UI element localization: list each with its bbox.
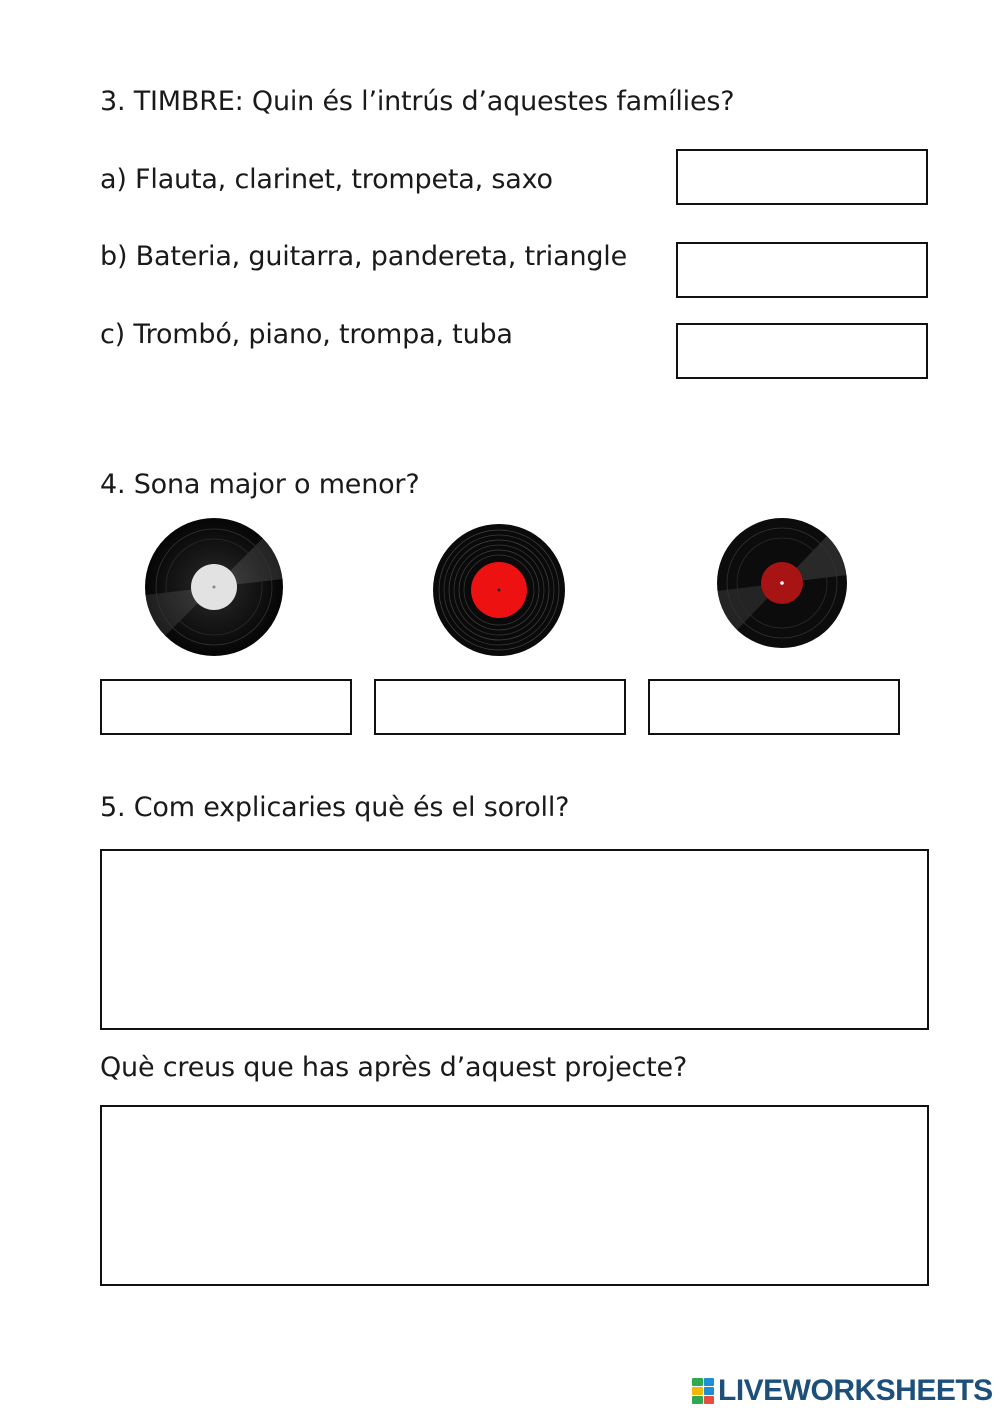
liveworksheets-logo-icon: [692, 1378, 714, 1404]
answer-box-3a[interactable]: [676, 149, 928, 205]
answer-box-3c[interactable]: [676, 323, 928, 379]
answer-box-4-record-1[interactable]: [100, 679, 352, 735]
liveworksheets-logo: [692, 1374, 993, 1408]
answer-box-6[interactable]: [100, 1105, 929, 1286]
vinyl-record-red-label-icon: [432, 523, 566, 657]
question-3-title: 3. TIMBRE: Quin és l’intrús d’aquestes famílies?: [100, 86, 735, 117]
question-3b-label: b) Bateria, guitarra, pandereta, triangle: [100, 241, 628, 272]
answer-box-5[interactable]: [100, 849, 929, 1030]
question-4-title: 4. Sona major o menor?: [100, 469, 420, 500]
question-3c-label: c) Trombó, piano, trompa, tuba: [100, 319, 513, 350]
liveworksheets-logo-text: LIVEWORKSHEETS: [718, 1374, 993, 1407]
answer-box-4-record-2[interactable]: [374, 679, 626, 735]
question-5-title: 5. Com explicaries què és el soroll?: [100, 792, 570, 823]
question-6-title: Què creus que has après d’aquest projecte?: [100, 1052, 688, 1083]
vinyl-record-white-label-icon: [144, 517, 284, 657]
vinyl-record-darkred-label-icon: [716, 517, 848, 649]
answer-box-3b[interactable]: [676, 242, 928, 298]
answer-box-4-record-3[interactable]: [648, 679, 900, 735]
question-3a-label: a) Flauta, clarinet, trompeta, saxo: [100, 164, 553, 195]
